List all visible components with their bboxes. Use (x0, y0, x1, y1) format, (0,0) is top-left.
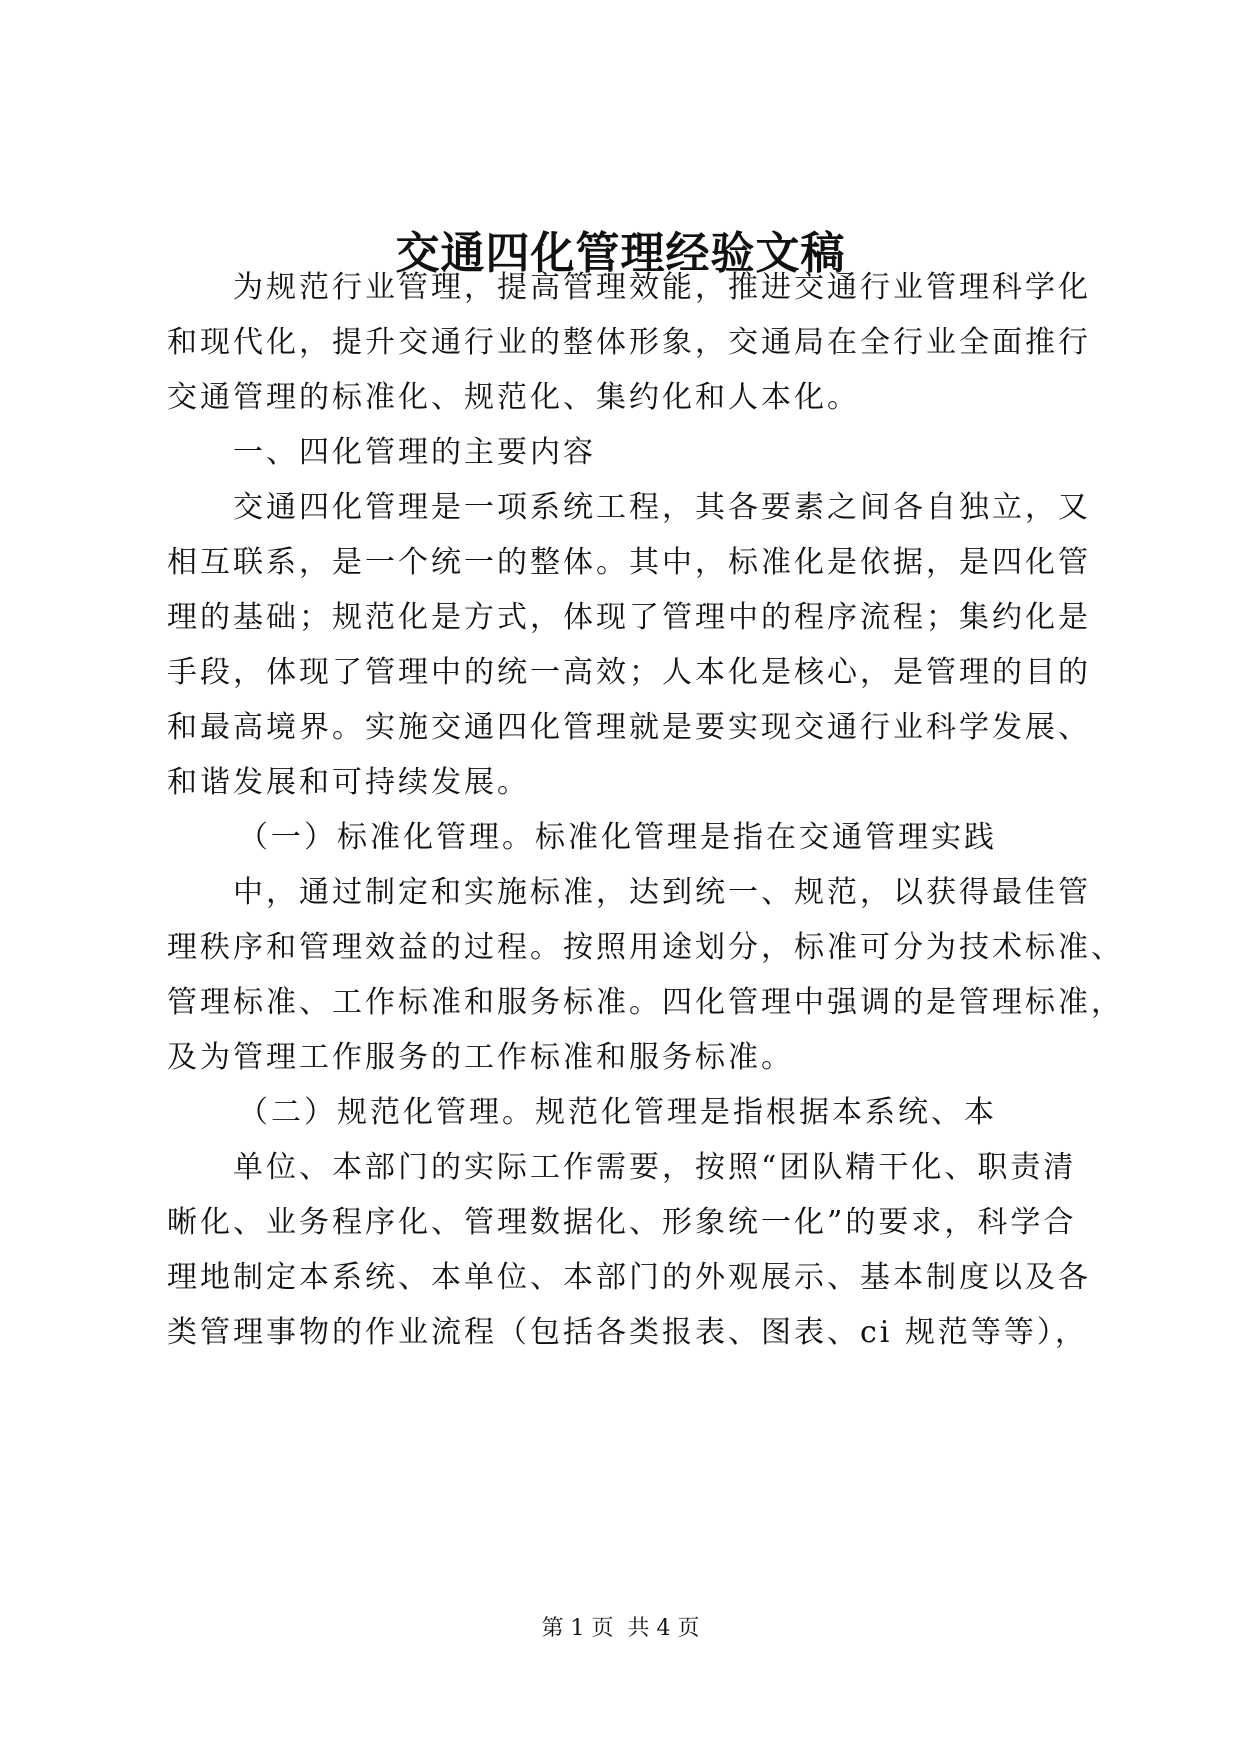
body-line-12: 中，通过制定和实施标准，达到统一、规范，以获得最佳管 (233, 875, 1091, 910)
section-heading-1: 一、四化管理的主要内容 (233, 435, 596, 470)
body-line-7: 理的基础；规范化是方式，体现了管理中的程序流程；集约化是 (167, 600, 1091, 635)
body-line-18: 晰化、业务程序化、管理数据化、形象统一化”的要求，科学合 (167, 1205, 1077, 1240)
body-line-9: 和最高境界。实施交通四化管理就是要实现交通行业科学发展、 (167, 710, 1091, 745)
body-line-2: 和现代化，提升交通行业的整体形象，交通局在全行业全面推行 (167, 325, 1091, 360)
subsection-heading-1: （一）标准化管理。标准化管理是指在交通管理实践 (238, 820, 997, 855)
subsection-heading-2: （二）规范化管理。规范化管理是指根据本系统、本 (238, 1095, 997, 1130)
body-line-6: 相互联系，是一个统一的整体。其中，标准化是依据，是四化管 (167, 545, 1091, 580)
body-line-8: 手段，体现了管理中的统一高效；人本化是核心，是管理的目的 (167, 655, 1091, 690)
body-line-1: 为规范行业管理，提高管理效能，推进交通行业管理科学化 (233, 270, 1091, 305)
body-line-5: 交通四化管理是一项系统工程，其各要素之间各自独立，又 (233, 490, 1091, 525)
body-line-15: 及为管理工作服务的工作标准和服务标准。 (167, 1040, 794, 1075)
body-line-20: 类管理事物的作业流程（包括各类报表、图表、ci 规范等等）， (167, 1315, 1088, 1350)
page-footer: 第 1 页 共 4 页 (541, 1616, 700, 1641)
body-line-19: 理地制定本系统、本单位、本部门的外观展示、基本制度以及各 (167, 1260, 1091, 1295)
document-title: 交通四化管理经验文稿 (395, 228, 846, 279)
body-line-13: 理秩序和管理效益的过程。按照用途划分，标准可分为技术标准、 (167, 930, 1124, 965)
body-line-10: 和谐发展和可持续发展。 (167, 765, 530, 800)
body-line-14: 管理标准、工作标准和服务标准。四化管理中强调的是管理标准， (167, 985, 1124, 1020)
body-line-3: 交通管理的标准化、规范化、集约化和人本化。 (167, 380, 860, 415)
body-line-17: 单位、本部门的实际工作需要，按照“团队精干化、职责清 (233, 1150, 1077, 1185)
